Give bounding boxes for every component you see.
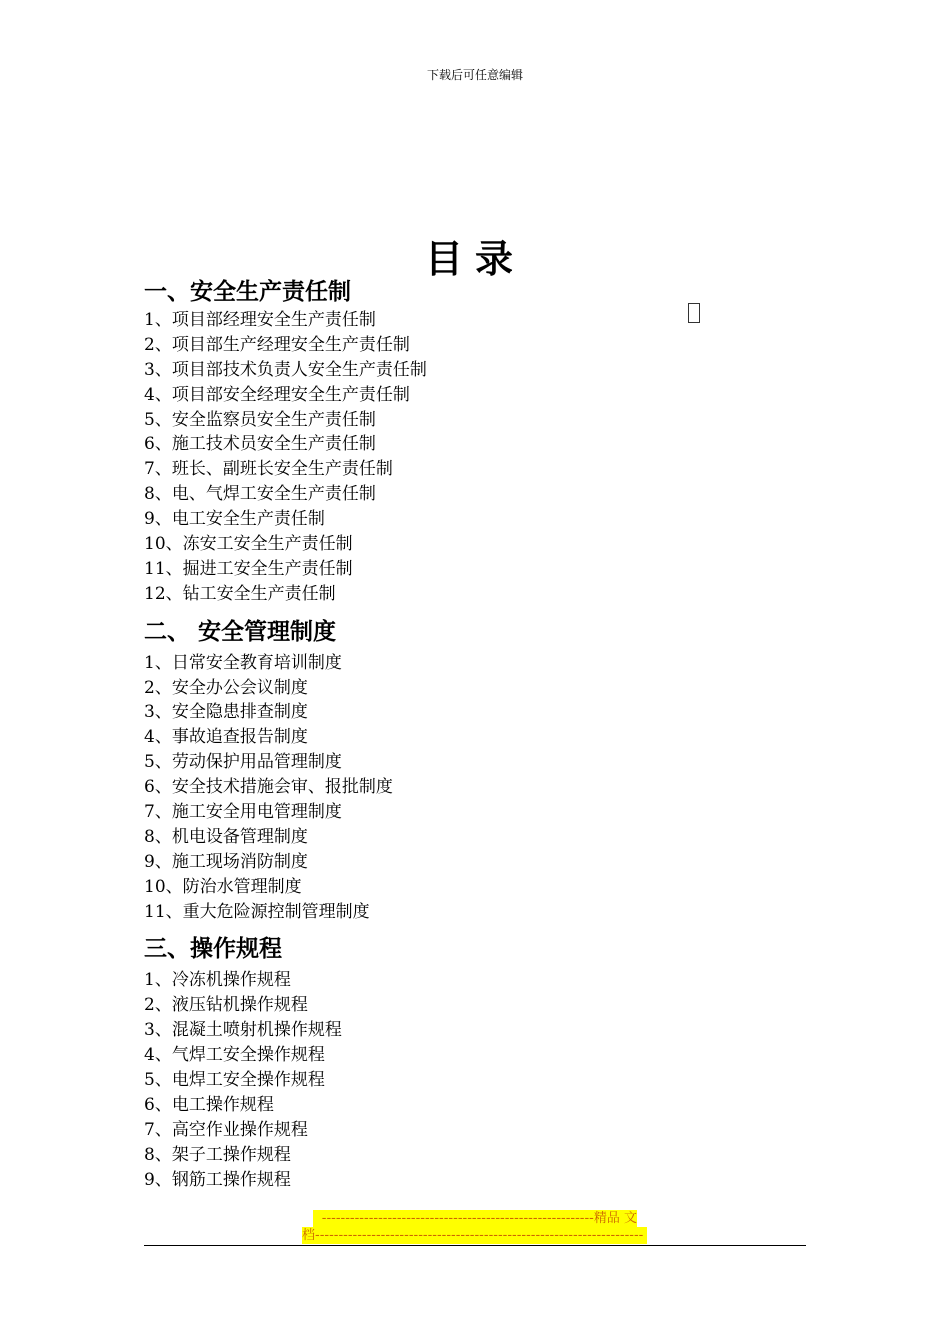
toc-item: 8、机电设备管理制度 — [144, 826, 308, 847]
toc-item: 7、高空作业操作规程 — [144, 1119, 308, 1140]
toc-item: 2、液压钻机操作规程 — [144, 995, 308, 1016]
toc-item: 4、气焊工安全操作规程 — [144, 1045, 325, 1066]
toc-item: 5、安全监察员安全生产责任制 — [144, 409, 376, 430]
toc-item: 3、项目部技术负责人安全生产责任制 — [144, 359, 427, 380]
toc-item: 4、项目部安全经理安全生产责任制 — [144, 384, 410, 405]
toc-item: 3、混凝土喷射机操作规程 — [144, 1020, 342, 1041]
toc-item: 6、施工技术员安全生产责任制 — [144, 434, 376, 455]
toc-item: 12、钻工安全生产责任制 — [144, 583, 336, 604]
section-list-responsibility — [144, 308, 804, 607]
toc-item: 9、施工现场消防制度 — [144, 851, 308, 872]
toc-item: 8、架子工操作规程 — [144, 1144, 291, 1165]
header-note: 下载后可任意编辑 — [426, 68, 523, 82]
toc-item: 2、项目部生产经理安全生产责任制 — [144, 334, 410, 355]
toc-item: 2、安全办公会议制度 — [144, 677, 308, 698]
toc-item: 7、班长、副班长安全生产责任制 — [144, 459, 393, 480]
footer-line-2: 档---------------------------------------------------------------------- — [302, 1227, 647, 1244]
page-title: 目录 — [424, 237, 525, 281]
toc-item: 11、重大危险源控制管理制度 — [144, 901, 370, 922]
footer-divider — [144, 1245, 806, 1246]
toc-item: 1、冷冻机操作规程 — [144, 970, 291, 991]
toc-item: 8、电、气焊工安全生产责任制 — [144, 484, 376, 505]
footer-line-1: ----------------------------------------------------------精品 文 — [313, 1210, 637, 1227]
toc-item: 4、事故追查报告制度 — [144, 727, 308, 748]
toc-item: 6、安全技术措施会审、报批制度 — [144, 777, 393, 798]
toc-item: 9、钢筋工操作规程 — [144, 1169, 291, 1190]
section-list-management — [144, 651, 804, 925]
section-heading-responsibility: 一、安全生产责任制 — [144, 279, 351, 305]
toc-item: 1、项目部经理安全生产责任制 — [144, 310, 376, 330]
section-heading-procedures: 三、操作规程 — [144, 936, 282, 963]
toc-item: 6、电工操作规程 — [144, 1094, 274, 1115]
toc-item: 11、掘进工安全生产责任制 — [144, 558, 353, 579]
toc-item: 10、防治水管理制度 — [144, 876, 302, 897]
toc-item: 1、日常安全教育培训制度 — [144, 652, 342, 673]
toc-item: 9、电工安全生产责任制 — [144, 509, 325, 530]
section-list-procedures — [144, 968, 804, 1192]
toc-item: 10、冻安工安全生产责任制 — [144, 534, 353, 555]
table-of-contents — [144, 276, 804, 1193]
toc-item: 3、安全隐患排查制度 — [144, 702, 308, 723]
toc-item: 7、施工安全用电管理制度 — [144, 802, 342, 823]
toc-item: 5、电焊工安全操作规程 — [144, 1070, 325, 1091]
section-heading-management: 二、 安全管理制度 — [144, 618, 337, 645]
toc-item: 5、劳动保护用品管理制度 — [144, 752, 342, 773]
